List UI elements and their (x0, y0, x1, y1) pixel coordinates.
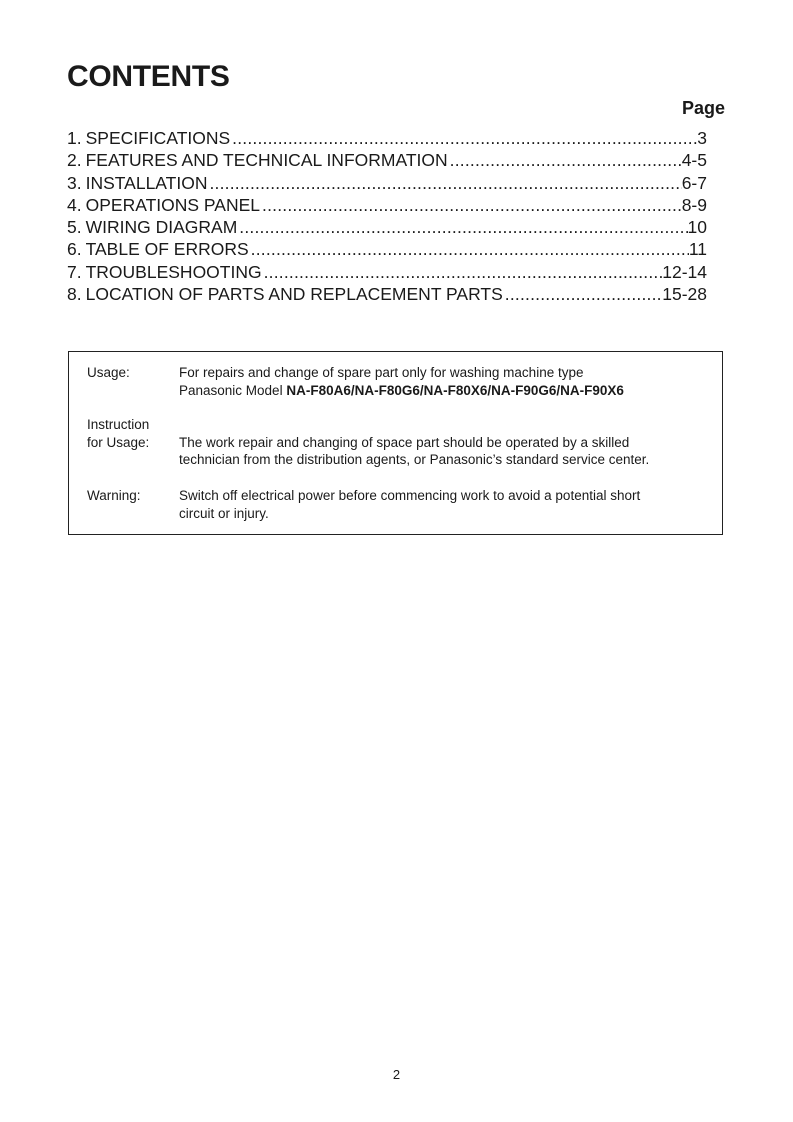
toc-page-number: 3 (697, 128, 707, 148)
toc-entry-table-of-errors[interactable] (67, 239, 707, 261)
usage-label: Usage: (87, 365, 130, 380)
toc-number: 3. (67, 172, 82, 193)
dot-leader (237, 217, 687, 238)
instruction-text (179, 416, 704, 469)
toc-number: 4. (67, 194, 82, 215)
warning-text (179, 487, 704, 522)
toc-number: 8. (67, 284, 82, 305)
warning-row (87, 487, 704, 522)
toc-label: LOCATION OF PARTS AND REPLACEMENT PARTS (85, 284, 503, 305)
instruction-line-1: The work repair and changing of space part should be operated by a skilled (179, 434, 630, 450)
usage-line-2 (179, 382, 704, 400)
toc-page-number: 8-9 (681, 194, 707, 215)
toc-label: TABLE OF ERRORS (85, 239, 249, 260)
usage-row (87, 364, 704, 399)
usage-text (179, 364, 704, 399)
warning-label: Warning: (87, 488, 141, 503)
toc-page-number: 4-5 (681, 150, 707, 171)
page-number: 2 (392, 1067, 401, 1082)
dot-leader (260, 195, 682, 216)
toc-entry-specifications[interactable] (67, 128, 707, 150)
toc-page-number: 12-14 (662, 261, 707, 282)
toc-entry-wiring-diagram[interactable] (67, 217, 707, 239)
toc-page-number: 6-7 (681, 172, 707, 193)
toc-number: 6. (67, 239, 82, 260)
usage-model-list: NA-F80A6/NA-F80G6/NA-F80X6/NA-F90G6/NA-F90X6 (286, 382, 624, 398)
toc-number: 5. (67, 217, 82, 238)
toc-label: INSTALLATION (85, 172, 208, 193)
dot-leader (208, 173, 682, 194)
page-title: CONTENTS (67, 60, 230, 93)
usage-line-1: For repairs and change of spare part only for washing machine type (179, 365, 584, 380)
toc-number: 1. (67, 128, 82, 148)
toc-entry-location-of-parts[interactable] (67, 284, 707, 306)
toc-page-number: 10 (687, 217, 707, 238)
dot-leader (503, 284, 662, 305)
dot-leader (262, 262, 663, 283)
toc-label: TROUBLESHOOTING (85, 261, 262, 282)
usage-model-prefix: Panasonic Model (179, 382, 287, 398)
instruction-line-2: technician from the distribution agents, or Panasonic’s standard service center. (179, 452, 650, 467)
toc-number: 2. (67, 150, 82, 171)
usage-info-box (68, 351, 723, 535)
instruction-label (87, 416, 179, 469)
table-of-contents (67, 128, 707, 306)
toc-label: SPECIFICATIONS (85, 128, 231, 148)
dot-leader (448, 150, 682, 171)
warning-line-1: Switch off electrical power before commencing work to avoid a potential short (179, 488, 641, 503)
warning-line-2: circuit or injury. (179, 505, 269, 521)
dot-leader (249, 239, 689, 260)
toc-entry-installation[interactable] (67, 173, 707, 195)
toc-page-number: 15-28 (662, 284, 707, 305)
toc-entry-troubleshooting[interactable] (67, 262, 707, 284)
toc-label: OPERATIONS PANEL (85, 194, 261, 215)
page-column-header: Page (681, 98, 725, 118)
instruction-label-line-1: Instruction (87, 417, 150, 432)
dot-leader (230, 128, 697, 149)
toc-entry-features[interactable] (67, 150, 707, 172)
toc-label: FEATURES AND TECHNICAL INFORMATION (85, 150, 448, 171)
toc-number: 7. (67, 261, 82, 282)
toc-page-number: 11 (688, 239, 707, 260)
toc-entry-operations-panel[interactable] (67, 195, 707, 217)
instruction-label-line-2: for Usage: (87, 434, 150, 450)
toc-label: WIRING DIAGRAM (85, 217, 238, 238)
instruction-row (87, 416, 704, 469)
